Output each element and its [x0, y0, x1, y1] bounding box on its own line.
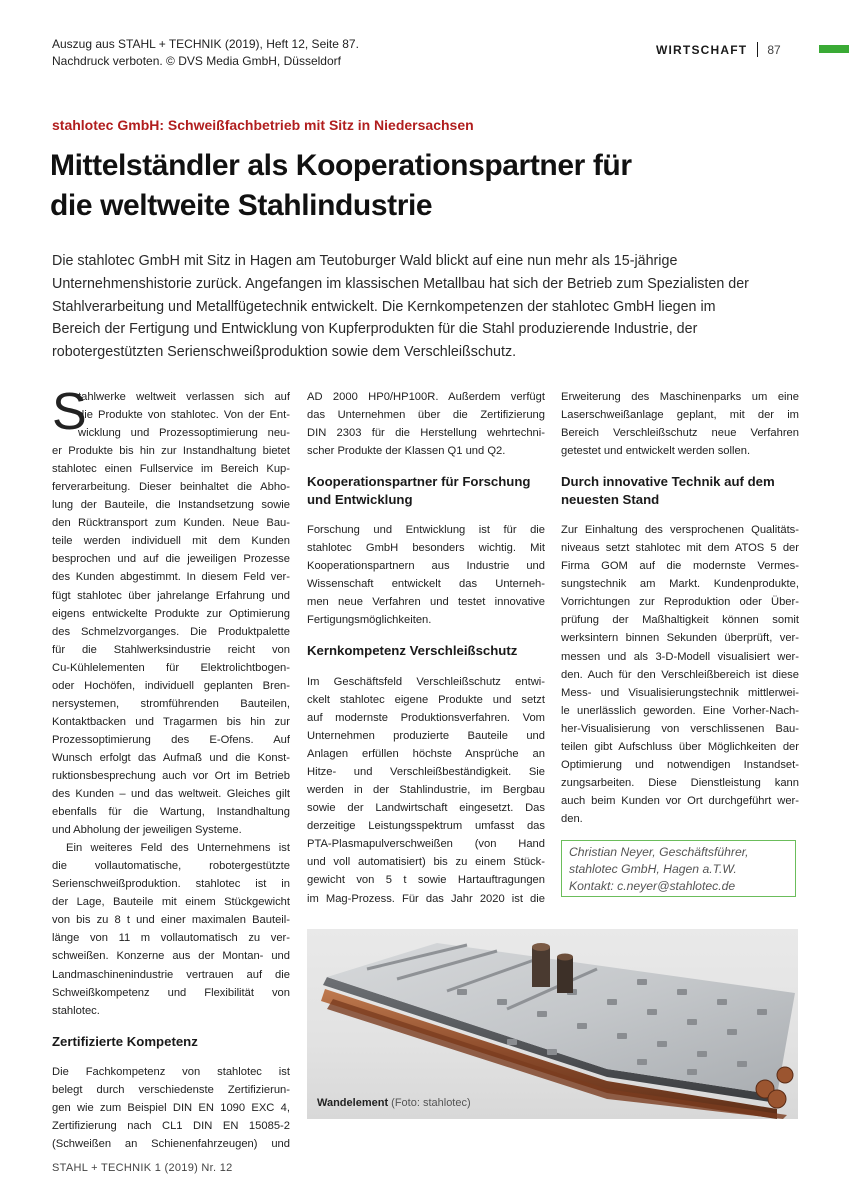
paragraph [561, 521, 799, 828]
text-line: PTA-Plasmapulverschweißen (von Hand [307, 838, 545, 851]
text-line: länge von 11 m vollautomatisch zu ver- [52, 932, 290, 945]
text-line: den. [561, 812, 583, 825]
subheading-line: Durch innovative Technik auf dem [561, 474, 775, 490]
text-line: her-Visualisierung von verschlissenen Bau- [561, 722, 799, 735]
dropcap-paragraph [52, 383, 290, 442]
text-column-3 [561, 388, 799, 828]
article-kicker: stahlotec GmbH: Schweißfachbetrieb mit Sitz in Niedersachsen [52, 117, 474, 133]
text-line: Optimierung und notwendigen Instandset- [561, 758, 799, 771]
text-column-2 [307, 388, 545, 908]
product-photo [307, 929, 798, 1119]
text-line: eigens entwickelte Produkte zur Optimierung [52, 607, 290, 620]
text-line: Landmaschinenindustrie vertrauen auf die [52, 968, 290, 981]
text-line: DIN 2303 für die Herstellung wehrtechni- [307, 427, 545, 440]
section-divider [757, 42, 758, 57]
text-line: Schweißkompetenz und Flexibilität von [52, 986, 290, 999]
text-line: auch beim Kunden vor Ort durchgeführt wer- [561, 794, 799, 807]
article-headline [50, 146, 810, 226]
text-line: Laserschweißanlage geplant, mit der im [561, 409, 799, 422]
page-number: 87 [767, 42, 781, 57]
text-line: des Schmelzvorganges. Die Produktpalette [52, 625, 290, 638]
text-line: und Abholung der jeweiligen Systeme. [52, 824, 242, 837]
text-line: Wissenschaft entwickelt das Unterneh- [307, 578, 545, 591]
contact-line: Kontakt: c.neyer@stahlotec.de [569, 879, 736, 893]
text-line: und voll automatisiert) bis zu einem Stück- [307, 856, 545, 869]
text-line: Zertifizierung nach CL1 DIN EN 15085-2 [52, 1120, 290, 1133]
article-lead [52, 250, 797, 364]
text-line: Erweiterung des Maschinenparks um eine [561, 391, 799, 403]
text-line: AD 2000 HP0/HP100R. Außerdem verfügt [307, 391, 545, 403]
subheading-wear-protection [307, 642, 545, 660]
text-line: stahlotec einen Fullservice im Bereich Kup- [52, 463, 290, 476]
paragraph [52, 839, 290, 1019]
subheading-line: Zertifizierte Kompetenz [52, 1033, 198, 1049]
text-line: sowie der Landwirtschaft eingesetzt. Das [307, 802, 545, 815]
text-line: die vollautomatische, robotergestützte [52, 860, 290, 873]
dropcap-lines [78, 388, 290, 442]
subheading-certified [52, 1033, 290, 1051]
text-line: fügt stahlotec über jahrelange Erfahrung und [52, 589, 290, 602]
text-line: lung der Bauteile, die Instandsetzung sowie [52, 499, 290, 512]
section-label: WIRTSCHAFT [656, 42, 748, 57]
figure-caption [317, 1097, 471, 1109]
contact-line: Christian Neyer, Geschäftsführer, [569, 845, 749, 859]
text-line: schweißen. Konzerne aus der Montan- und [52, 950, 290, 963]
text-line: Wunsch erfolgt das Aufmaß und die Konst- [52, 751, 290, 764]
wall-element-illustration [307, 929, 798, 1119]
text-line: Zur Einhaltung des versprochenen Qualitäts- [561, 524, 799, 537]
subheading-line: Kooperationspartner für Forschung [307, 474, 531, 490]
text-line: Anlagen erfüllen höchste Ansprüche an [307, 748, 545, 761]
text-line: ruktionsbesprechung auch vor Ort im Betrieb [52, 769, 290, 782]
text-line: auf modernste Produktionsverfahren. Vom [307, 712, 545, 725]
text-line: Prozessoptimierung des E-Ofens. Auf [52, 733, 290, 746]
text-line: Fertigungsmöglichkeiten. [307, 614, 432, 627]
reprint-notice-line-2: Nachdruck verboten. © DVS Media GmbH, Düsseldorf [52, 54, 341, 68]
text-column-1 [52, 383, 290, 1153]
text-line: Ein weiteres Feld des Unternehmens ist [66, 842, 290, 855]
text-line: stahlotec. [52, 1004, 100, 1017]
text-line: besprochen und auf die jeweiligen Prozesse [52, 553, 290, 566]
headline-line: die weltweite Stahlindustrie [50, 189, 433, 222]
text-line: werksintern binnen Sekunden überprüft, ver- [561, 632, 799, 645]
text-line: teile werden individuell mit dem Kunden [52, 535, 290, 548]
text-line: zungsarbeiten. Diese Dienstleistung kann [561, 776, 799, 789]
paragraph [307, 388, 545, 460]
author-contact-box [561, 840, 796, 897]
lead-line: Die stahlotec GmbH mit Sitz in Hagen am Teutoburger Wald blickt auf eine nun mehr als 15-jährige [52, 253, 678, 269]
lead-line: Bereich der Fertigung und Entwicklung von Kupferprodukten für die Stahl produzierende Industrie, der [52, 321, 698, 338]
text-line: er Produkte bis hin zur Instandhaltung bietet [52, 445, 290, 458]
text-line: nersystemen, stromführenden Bauteilen, [52, 697, 290, 710]
caption-title: Wandelement [317, 1097, 389, 1109]
text-line: den. Auch für den Verschleißbereich ist diese [561, 668, 799, 681]
text-line: messen und als 3-D-Modell visualisiert wer- [561, 650, 799, 663]
text-line: niveaus setzt stahlotec mit dem ATOS 5 der [561, 542, 799, 555]
subheading-line: Kernkompetenz Verschleißschutz [307, 643, 518, 659]
page-footer: STAHL + TECHNIK 1 (2019) Nr. 12 [52, 1162, 233, 1174]
paragraph [307, 673, 545, 908]
text-line: die Produkte von stahlotec. Von der Ent- [78, 409, 290, 422]
lead-line: robotergestützten Serienschweißproduktion sowie dem Verschleißschutz. [52, 344, 517, 361]
subheading-innovation [561, 473, 799, 508]
text-line: scher Produkte der Klassen Q1 und Q2. [307, 445, 506, 458]
caption-credit: (Foto: stahlotec) [391, 1097, 471, 1109]
text-line: gen wie zum Beispiel DIN EN 1090 EXC 4, [52, 1102, 290, 1115]
paragraph [52, 1063, 290, 1153]
text-line: den Rücktransport zum Kunden. Neue Bau- [52, 517, 290, 530]
text-line: von bis zu 8 t und einer maximalen Bauteil- [52, 914, 290, 927]
section-accent-bar [819, 45, 849, 53]
text-line: für die Stahlwerksindustrie reicht von [52, 643, 290, 656]
lead-line: Stahlverarbeitung und Metallfügetechnik entwickelt. Die Kernkompetenzen der stahlotec GmbH liegen im [52, 298, 716, 315]
dropcap-letter: S [52, 383, 87, 441]
subheading-research [307, 473, 545, 508]
text-line: wicklung und Prozessoptimierung neu- [78, 427, 290, 440]
reprint-notice-line-1: Auszug aus STAHL + TECHNIK (2019), Heft 12, Seite 87. [52, 37, 359, 51]
text-line: tahlwerke weltweit verlassen sich auf [78, 391, 290, 403]
text-line: stahlotec GmbH besonders wichtig. Mit [307, 542, 545, 555]
text-line: Mess- und Visualisierungstechnik mittlerwei- [561, 686, 799, 699]
text-line: der Lage, Bauteile mit einem Stückgewicht [52, 896, 290, 909]
text-line: Vorrichtungen zur Reproduktion oder Über- [561, 596, 799, 609]
text-line: ckelt stahlotec eigene Produkte und setzt [307, 694, 545, 707]
text-line: Hitze- und Verschleißbeständigkeit. Sie [307, 766, 545, 779]
text-line: Bereich Verschleißschutz neue Verfahren [561, 427, 799, 440]
text-line: Cu-Kühlelementen für Elektrolichtbogen- [52, 661, 290, 674]
text-line: Unternehmen produzierte Bauteile und [307, 730, 545, 743]
text-line: Die Fachkompetenz von stahlotec ist [52, 1066, 290, 1079]
text-line: le unerlässlich geworden. Eine Vorher-Nach- [561, 704, 799, 717]
text-line: des Kunden – und das weltweit. Gleiches gilt [52, 788, 290, 801]
text-line: das Unternehmen über die Zertifizierung [307, 409, 545, 422]
text-line: sungstechnik am Markt. Kundenprodukte, [561, 578, 799, 591]
text-line: belegt durch verschiedenste Zertifizierun- [52, 1084, 290, 1097]
headline-line: Mittelständler als Kooperationspartner für [50, 149, 632, 182]
text-line: des Kunden abgestimmt. In diesem Feld ver- [52, 571, 290, 584]
text-line: Serienschweißproduktion. stahlotec ist in [52, 878, 290, 891]
paragraph [307, 521, 545, 629]
text-line: oder Hochöfen, individuell geplanten Bren- [52, 679, 290, 692]
text-line: derzeitige Leistungsspektrum umfasst das [307, 820, 545, 833]
text-line: gewicht von 5 t sowie Hartauftragungen [307, 874, 545, 887]
text-line: teilen gibt Aufschluss über Möglichkeiten der [561, 740, 799, 753]
contact-line: stahlotec GmbH, Hagen a.T.W. [569, 862, 737, 876]
text-line: im Mag-Prozess. Für das Jahr 2020 ist die [307, 892, 545, 905]
text-line: Firma GOM auf die modernste Vermes- [561, 560, 799, 573]
paragraph [561, 388, 799, 460]
lead-line: Unternehmenshistorie zurück. Angefangen im klassischen Metallbau hat sich der Betrieb zum Spezialisten der [52, 275, 749, 292]
paragraph [52, 442, 290, 839]
reprint-notice [52, 36, 359, 70]
text-line: ebenfalls für die Wartung, Instandhaltung [52, 806, 290, 819]
text-line: Kontaktbacken und Tragarmen bis hin zur [52, 715, 290, 728]
subheading-line: und Entwicklung [307, 491, 413, 507]
subheading-line: neuesten Stand [561, 491, 660, 507]
text-line: Forschung und Entwicklung ist für die [307, 524, 545, 537]
text-line: Im Geschäftsfeld Verschleißschutz entwi- [307, 675, 545, 688]
text-line: (Schweißen an Schienenfahrzeugen) und [52, 1138, 290, 1151]
text-line: getestet und entwickelt werden sollen. [561, 445, 751, 458]
text-line: Kooperationspartnern aus Industrie und [307, 560, 545, 573]
text-line: men neue Verfahren und testet innovative [307, 596, 545, 609]
text-line: werden in der Stahlindustrie, im Bergbau [307, 784, 545, 797]
text-line: prüfung der Maßhaltigkeit können somit [561, 614, 799, 627]
section-header [656, 42, 781, 57]
text-line: ferverarbeitung. Dieser beinhaltet die Abho- [52, 481, 290, 494]
